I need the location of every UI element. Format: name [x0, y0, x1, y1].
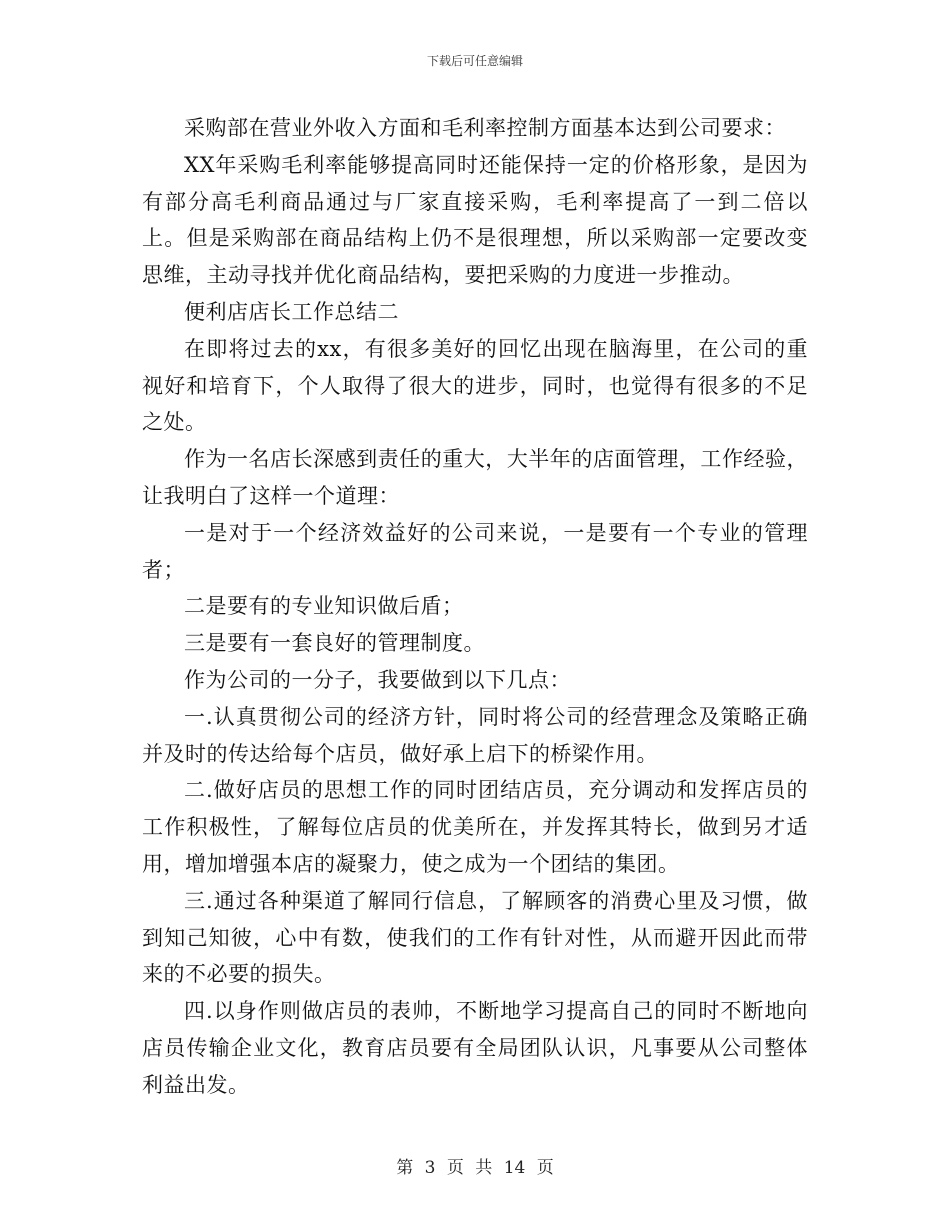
paragraph-goals-intro: 作为公司的一分子，我要做到以下几点： — [184, 667, 571, 692]
paragraph-point-three: 三是要有一套良好的管理制度。 — [184, 631, 485, 656]
page-header-note: 下载后可任意编辑 — [426, 54, 523, 68]
paragraph-margin-details: XX年采购毛利率能够提高同时还能保持一定的价格形象，是因为有部分高毛利商品通过与厂家直接采购，毛利率提高了一到二倍以上。但是采购部在商品结构上仍不是很理想，所以采购部一定要改变思维，主动寻找并优化商品结构，要把采购的力度进一步推动。 — [142, 152, 808, 288]
paragraph-procurement-summary: 采购部在营业外收入方面和毛利率控制方面基本达到公司要求： — [184, 116, 786, 140]
paragraph-goal-two: 二.做好店员的思想工作的同时团结店员，充分调动和发挥店员的工作积极性，了解每位店员的优美所在，并发挥其特长，做到另才适用，增加增强本店的凝聚力，使之成为一个团结的集团。 — [142, 778, 808, 876]
section-heading: 便利店店长工作总结二 — [184, 299, 399, 324]
document-body — [142, 110, 808, 1104]
paragraph-goal-three: 三.通过各种渠道了解同行信息，了解顾客的消费心里及习惯，做到知己知彼，心中有数，使我们的工作有针对性，从而避开因此而带来的不必要的损失。 — [142, 888, 808, 987]
paragraph-goal-one: 一.认真贯彻公司的经济方针，同时将公司的经营理念及策略正确并及时的传达给每个店员，做好承上启下的桥梁作用。 — [142, 704, 808, 766]
paragraph-goal-four: 四.以身作则做店员的表帅，不断地学习提高自己的同时不断地向店员传输企业文化，教育店员要有全局团队认识，凡事要从公司整体利益出发。 — [142, 999, 808, 1097]
paragraph-point-two: 二是要有的专业知识做后盾； — [184, 594, 464, 619]
paragraph-reflection: 在即将过去的xx，有很多美好的回忆出现在脑海里，在公司的重视好和培育下，个人取得了很大的进步，同时，也觉得有很多的不足之处。 — [142, 336, 808, 435]
paragraph-point-one: 一是对于一个经济效益好的公司来说，一是要有一个专业的管理者； — [142, 520, 808, 582]
page-number: 第 3 页 共 14 页 — [396, 1158, 554, 1178]
paragraph-responsibility: 作为一名店长深感到责任的重大，大半年的店面管理，工作经验，让我明白了这样一个道理： — [142, 447, 808, 508]
